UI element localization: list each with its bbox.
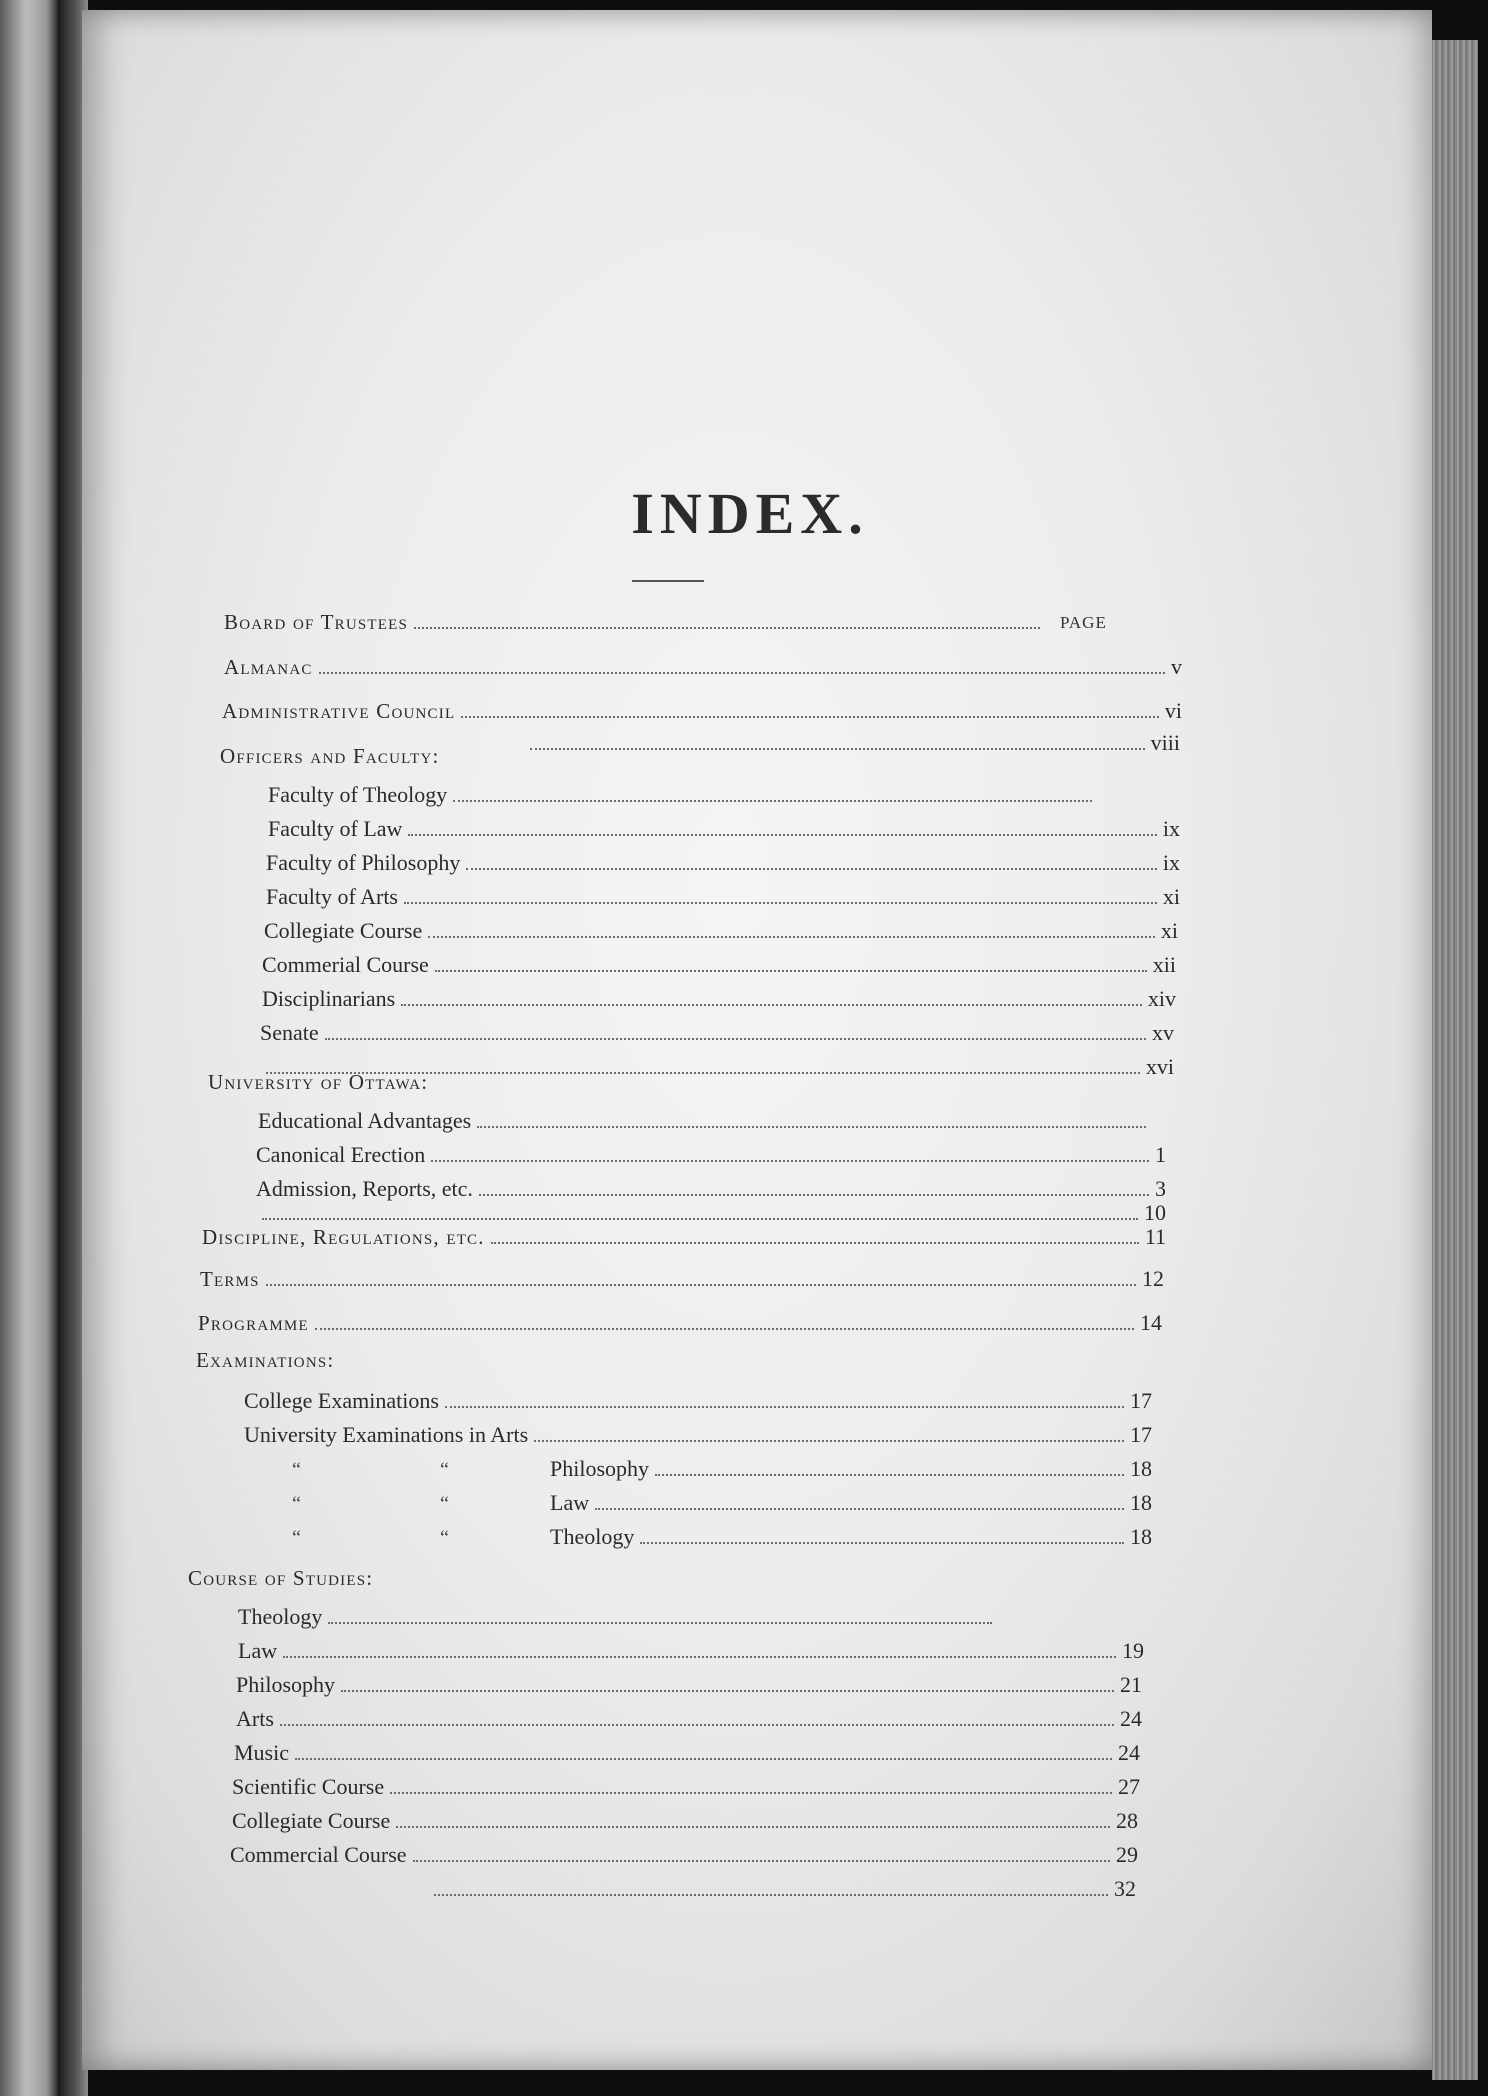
dot-leader [315,1322,1134,1330]
entry-label: Commercial Course [230,1842,407,1867]
index-entry-commercial-course [262,952,1176,984]
entry-page: 24 [1118,1740,1140,1765]
index-entry-almanac [224,654,1182,686]
ditto-mark: “ [440,1527,449,1549]
section-heading: University of Ottawa: [208,1070,429,1094]
dot-leader [319,666,1165,674]
dot-leader [461,710,1159,718]
entry-label: College Examinations [244,1388,439,1413]
entry-page: 32 [1114,1876,1136,1901]
index-page [82,10,1432,2070]
entry-label: Senate [260,1020,319,1045]
index-entry-theology [238,1604,998,1636]
index-entry-music [234,1740,1140,1772]
ditto-mark: “ [440,1459,449,1481]
index-entry-faculty-of-theology [268,782,1098,814]
dot-leader [434,1888,1108,1896]
dot-leader [283,1650,1116,1658]
index-entry-disciplinarians [262,986,1176,1018]
entry-label: Faculty of Law [268,816,403,841]
entry-page: 18 [1130,1490,1152,1515]
dot-leader [428,930,1155,938]
index-entry-discipline-regulations [202,1224,1166,1256]
index-section-examinations [196,1348,334,1380]
entry-label: Arts [236,1706,274,1731]
ditto-mark: “ [440,1493,449,1515]
dot-leader [341,1684,1114,1692]
index-entry-faculty-of-arts [266,884,1180,916]
dot-leader [328,1616,992,1624]
page-title: INDEX. [631,481,869,546]
entry-label: Collegiate Course [232,1808,391,1833]
entry-page: 1 [1155,1142,1166,1167]
dot-leader [266,1278,1136,1286]
entry-page: ix [1162,816,1180,841]
entry-page: vi [1164,698,1182,723]
index-entry-university-examinations-theology [292,1524,1152,1556]
entry-label: Philosophy [236,1672,336,1697]
index-entry-board-of-trustees [224,610,1046,642]
title-rule [632,580,704,582]
index-entry-university-examinations-arts [244,1422,1152,1454]
index-section-university-of-ottawa [208,1070,428,1102]
index-entry-educational-advantages [258,1108,1152,1140]
dot-leader [413,1854,1110,1862]
index-entry-senate [260,1020,1174,1052]
entry-page: xi [1160,918,1178,943]
index-entry-university-examinations-philosophy [292,1456,1152,1488]
dot-leader [280,1718,1114,1726]
entry-page: xii [1152,952,1176,977]
dot-leader [262,1212,1138,1220]
dot-leader [477,1120,1146,1128]
index-entry-commercial-course-studies [230,1842,1138,1874]
entry-label: Admission, Reports, etc. [256,1176,473,1201]
entry-page: 19 [1122,1638,1144,1663]
index-entry-terms [200,1266,1164,1298]
ditto-mark: “ [292,1459,301,1481]
entry-label: Terms [200,1267,260,1291]
index-entry-scientific-course [232,1774,1140,1806]
dot-leader [466,862,1157,870]
entry-label: Canonical Erection [256,1142,426,1167]
entry-page: 17 [1130,1388,1152,1413]
index-entry-programme [198,1310,1162,1342]
dot-leader [479,1188,1149,1196]
entry-label: Commerial Course [262,952,429,977]
entry-label: Theology [550,1524,635,1549]
index-entry-administrative-council [222,698,1182,730]
section-heading: Officers and Faculty: [220,744,440,768]
entry-page: 21 [1120,1672,1142,1697]
entry-label: Educational Advantages [258,1108,472,1133]
entry-label: Law [550,1490,590,1515]
dot-leader [640,1536,1124,1544]
entry-label: Theology [238,1604,323,1629]
entry-label: Philosophy [550,1456,650,1481]
dot-leader [325,1032,1146,1040]
entry-page: 28 [1116,1808,1138,1833]
ditto-mark: “ [292,1493,301,1515]
entry-label: Music [234,1740,289,1765]
entry-label: Law [238,1638,278,1663]
index-section-course-of-studies [188,1566,373,1598]
right-page-edges [1432,40,1478,2080]
entry-label: Collegiate Course [264,918,423,943]
entry-page: 29 [1116,1842,1138,1867]
entry-label: Disciplinarians [262,986,396,1011]
entry-page: 10 [1144,1200,1166,1225]
index-entry-continuation [524,730,1180,762]
entry-page: ix [1162,850,1180,875]
entry-label: Faculty of Theology [268,782,448,807]
index-entry-continuation [428,1876,1136,1908]
index-entry-arts [236,1706,1142,1738]
entry-page: xvi [1145,1054,1174,1079]
dot-leader [435,964,1147,972]
dot-leader [295,1752,1112,1760]
entry-label: Administrative Council [222,699,456,723]
entry-page: v [1171,654,1182,679]
entry-label: University Examinations in Arts [244,1422,529,1447]
index-entry-faculty-of-law [268,816,1180,848]
dot-leader [530,742,1145,750]
dot-leader [595,1502,1124,1510]
dot-leader [401,998,1142,1006]
entry-label: Almanac [224,655,313,679]
index-entry-collegiate-course-studies [232,1808,1138,1840]
entry-page: xv [1152,1020,1174,1045]
section-heading: Course of Studies: [188,1566,374,1590]
left-page-edge [0,0,58,2096]
entry-page: 11 [1144,1224,1166,1249]
index-entry-collegiate-course [264,918,1178,950]
dot-leader [396,1820,1110,1828]
index-entry-university-examinations-law [292,1490,1152,1522]
index-entry-philosophy [236,1672,1142,1704]
index-entry-faculty-of-philosophy [266,850,1180,882]
entry-label: Faculty of Arts [266,884,398,909]
dot-leader [491,1236,1139,1244]
index-entry-college-examinations [244,1388,1152,1420]
entry-page: 27 [1118,1774,1140,1799]
entry-label: Board of Trustees [224,610,409,634]
section-heading: Examinations: [196,1348,335,1372]
dot-leader [431,1154,1149,1162]
dot-leader [655,1468,1124,1476]
entry-label: Scientific Course [232,1774,385,1799]
dot-leader [445,1400,1124,1408]
entry-page: 12 [1142,1266,1164,1291]
entry-label: Programme [198,1311,309,1335]
entry-page: 18 [1130,1524,1152,1549]
entry-page: xiv [1147,986,1176,1011]
index-entry-law [238,1638,1144,1670]
ditto-mark: “ [292,1527,301,1549]
entry-page: 17 [1130,1422,1152,1447]
index-section-officers-and-faculty [220,744,440,776]
dot-leader [414,621,1040,629]
entry-page: 18 [1130,1456,1152,1481]
entry-page: viii [1150,730,1180,755]
entry-page: 14 [1140,1310,1162,1335]
dot-leader [404,896,1157,904]
dot-leader [534,1434,1124,1442]
entry-label: Discipline, Regulations, etc. [202,1225,485,1249]
entry-page: 24 [1120,1706,1142,1731]
entry-label: Faculty of Philosophy [266,850,461,875]
index-entry-canonical-erection [256,1142,1166,1174]
dot-leader [453,794,1092,802]
dot-leader [390,1786,1112,1794]
dot-leader [408,828,1156,836]
entry-page: xi [1162,884,1180,909]
page-column-heading: PAGE [1060,613,1107,632]
entry-page: 3 [1155,1176,1166,1201]
